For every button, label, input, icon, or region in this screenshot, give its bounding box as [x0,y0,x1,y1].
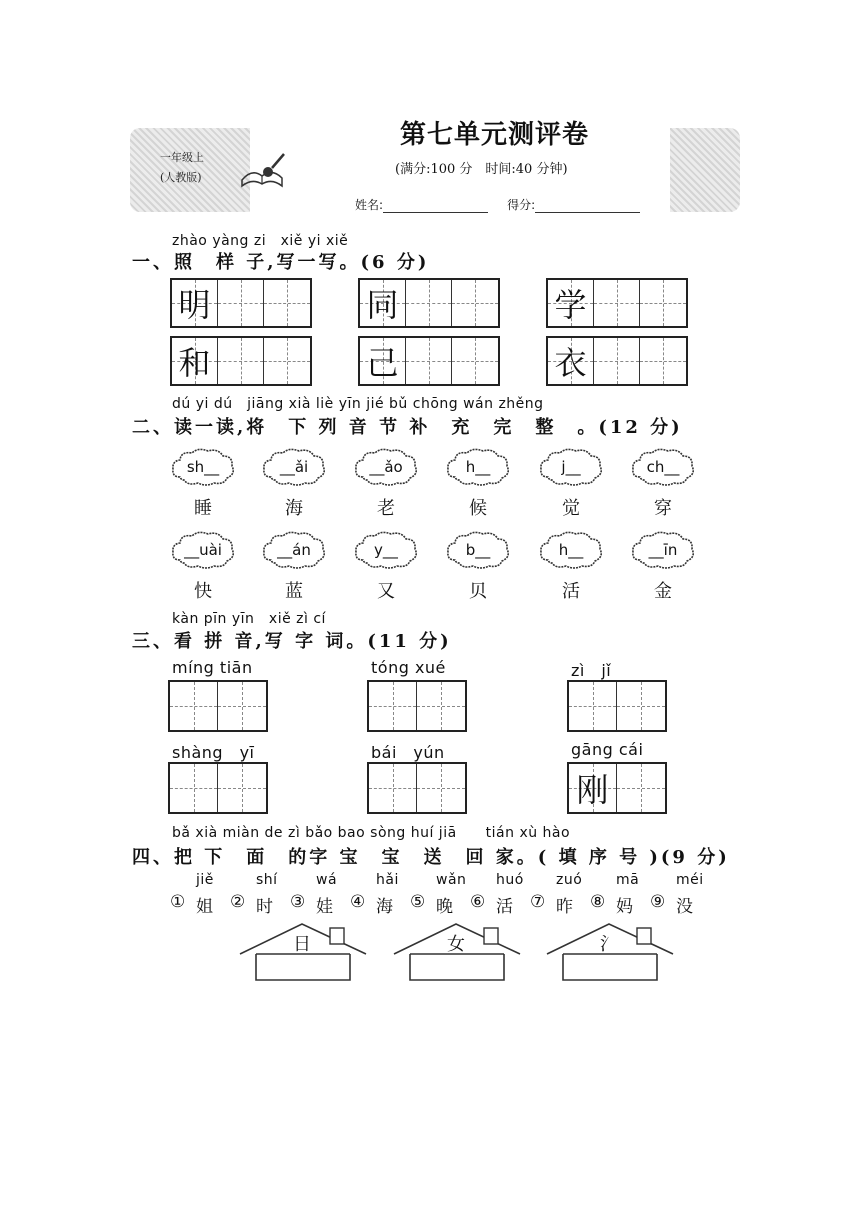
house[interactable] [392,920,522,988]
writing-cell[interactable] [369,682,417,730]
model-char: 己 [366,344,399,382]
practice-grid [546,336,688,386]
page-title: 第七单元测评卷 [400,120,590,150]
syllable-char: 金 [654,581,672,602]
writing-cell[interactable] [218,280,264,326]
q4-pinyin: bǎ xià miàn de zì bǎo bao sòng huí jiā tián xù hào [172,825,571,841]
writing-cell[interactable] [406,280,452,326]
syllable-text: b__ [465,541,491,559]
model-cell [360,280,406,326]
model-cell [548,338,594,384]
syllable-cloud[interactable] [445,447,511,487]
word-pinyin: shàng yī [172,743,255,762]
syllable-text: j__ [561,458,581,476]
option-char[interactable]: 海 [376,897,394,917]
writing-cell[interactable] [417,764,465,812]
syllable-cloud[interactable] [170,447,236,487]
word-pinyin: tóng xué [371,658,446,677]
page-subtitle: (满分:100 分 时间:40 分钟) [395,162,568,177]
practice-grid [546,278,688,328]
syllable-char: 蓝 [285,581,303,602]
option-char[interactable]: 活 [496,897,514,917]
option-char[interactable]: 妈 [616,897,634,917]
q2-pinyin: dú yi dú jiāng xià liè yīn jié bǔ chōng wán zhěng [172,396,544,412]
syllable-cloud[interactable] [630,530,696,570]
option-pinyin: wá [316,872,338,888]
option-number: ⑦ [530,892,547,912]
q1-heading: 一、照 样 子,写一写。(6 分) [132,252,430,273]
option-number: ③ [290,892,307,912]
model-char: 同 [366,286,399,324]
syllable-char: 老 [377,498,395,519]
word-pinyin: bái yún [371,743,445,762]
syllable-char: 穿 [654,498,672,519]
word-grid [567,680,667,732]
book-pencil-icon [238,150,288,190]
option-number: ② [230,892,247,912]
writing-cell[interactable] [369,764,417,812]
option-pinyin: jiě [196,872,214,888]
syllable-text: h__ [465,458,491,476]
model-cell [172,338,218,384]
option-char[interactable]: 昨 [556,897,574,917]
option-number: ⑥ [470,892,487,912]
syllable-text: __uài [184,541,222,559]
syllable-cloud[interactable] [538,447,604,487]
syllable-char: 觉 [562,498,580,519]
writing-cell[interactable] [417,682,465,730]
writing-cell[interactable] [640,280,686,326]
model-cell [360,338,406,384]
name-label: 姓名: [355,198,384,212]
syllable-char: 海 [285,498,303,519]
word-pinyin: zì jǐ [571,661,612,680]
writing-cell[interactable] [170,764,218,812]
writing-cell[interactable] [264,338,310,384]
word-pinyin: gāng cái [571,740,644,759]
writing-cell[interactable] [617,764,665,812]
syllable-cloud[interactable] [170,530,236,570]
option-char[interactable]: 时 [256,897,274,917]
syllable-cloud[interactable] [630,447,696,487]
score-field[interactable] [535,200,640,213]
writing-cell[interactable] [640,338,686,384]
option-char[interactable]: 晚 [436,897,454,917]
practice-grid [358,278,500,328]
word-grid [168,762,268,814]
writing-cell[interactable] [569,682,617,730]
house[interactable] [238,920,368,988]
syllable-text: __ǎi [279,458,309,476]
syllable-text: __ǎo [369,458,403,476]
syllable-text: sh__ [186,458,220,476]
house[interactable] [545,920,675,988]
house-radical: 日 [293,934,312,955]
syllable-cloud[interactable] [261,447,327,487]
q4-heading: 四、把 下 面 的字 宝 宝 送 回 家。( 填 序 号 )(9 分) [132,847,730,868]
grade-label [160,148,240,192]
q2-heading: 二、读一读,将 下 列 音 节 补 充 完 整 。(12 分) [132,417,683,438]
syllable-char: 活 [562,581,580,602]
word-grid [367,762,467,814]
model-cell [172,280,218,326]
grade-line2: (人教版) [160,171,202,184]
writing-cell[interactable] [218,764,266,812]
model-char: 和 [178,344,211,382]
syllable-cloud[interactable] [445,530,511,570]
syllable-cloud[interactable] [353,530,419,570]
syllable-cloud[interactable] [538,530,604,570]
writing-cell[interactable] [264,280,310,326]
grade-line1: 一年级上 [160,151,204,164]
practice-grid [358,336,500,386]
model-cell [548,280,594,326]
writing-cell[interactable] [170,682,218,730]
given-char: 刚 [576,771,609,809]
option-number: ⑧ [590,892,607,912]
practice-grid [170,278,312,328]
word-grid [367,680,467,732]
writing-cell[interactable] [218,682,266,730]
writing-cell[interactable] [406,338,452,384]
syllable-char: 睡 [194,498,212,519]
option-pinyin: mā [616,872,640,888]
option-pinyin: huó [496,872,524,888]
option-char[interactable]: 娃 [316,897,334,917]
syllable-char: 贝 [469,581,487,602]
model-char: 衣 [554,344,587,382]
option-number: ④ [350,892,367,912]
option-pinyin: wǎn [436,872,467,888]
syllable-char: 快 [194,581,212,602]
model-char: 明 [178,286,211,324]
syllable-char: 候 [469,498,487,519]
q3-heading: 三、看 拼 音,写 字 词。(11 分) [132,631,452,652]
writing-cell[interactable] [452,280,498,326]
score-label: 得分: [507,198,536,212]
syllable-cloud[interactable] [353,447,419,487]
name-field[interactable] [383,200,488,213]
option-pinyin: zuó [556,872,583,888]
word-pinyin: míng tiān [172,658,253,677]
option-char[interactable]: 没 [676,897,694,917]
syllable-text: y__ [374,541,398,559]
syllable-text: __án [277,541,311,559]
option-number: ⑨ [650,892,667,912]
syllable-cloud[interactable] [261,530,327,570]
writing-cell[interactable] [594,280,640,326]
syllable-text: h__ [558,541,584,559]
option-char[interactable]: 姐 [196,897,214,917]
option-pinyin: méi [676,872,704,888]
word-grid [567,762,667,814]
word-grid [168,680,268,732]
writing-cell[interactable] [594,338,640,384]
option-pinyin: hǎi [376,872,399,888]
model-char: 学 [554,286,587,324]
syllable-text: __īn [648,541,678,559]
practice-grid [170,336,312,386]
syllable-char: 又 [377,581,395,602]
option-number: ① [170,892,187,912]
house-radical: 女 [447,934,466,955]
writing-cell[interactable] [569,764,617,812]
syllable-text: ch__ [646,458,680,476]
writing-cell[interactable] [218,338,264,384]
writing-cell[interactable] [617,682,665,730]
writing-cell[interactable] [452,338,498,384]
q1-pinyin: zhào yàng zi xiě yi xiě [172,233,349,249]
house-radical: 氵 [600,934,619,955]
name-score-row [355,196,640,213]
q3-pinyin: kàn pīn yīn xiě zì cí [172,611,326,627]
option-number: ⑤ [410,892,427,912]
option-pinyin: shí [256,872,278,888]
